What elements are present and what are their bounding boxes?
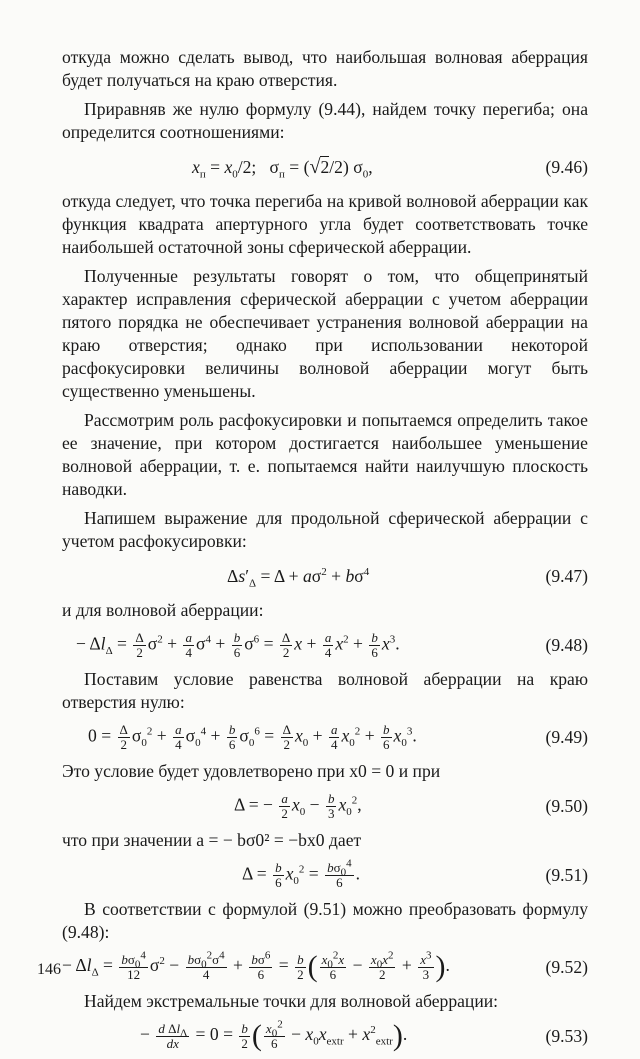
paragraph-8: Поставим условие равенства волновой аберрации на краю отверстия нулю: [62, 669, 588, 712]
paragraph-7: и для волновой аберрации: [62, 600, 264, 620]
equation-9-48: − $\Delta l_\Delta$ = $\frac{\Delta}{2}$ $\sigma^2$ + $\frac{a}{4}$ $\sigma^4$ + $\frac{b}{6}$ $\sigma^6$ = $\frac{\Delta}{2}$ x + $\frac{a}{4}$ $x^2$ + $\frac{b}{6}$ $x^3$. (9.48) [62, 625, 588, 665]
equation-9-46: $x_п = x_0/2$; $\sigma_п = (√2/2)$ $\sigma_0$, (9.46) [62, 147, 588, 187]
equation-9-52: − $\Delta l_\Delta$ = $\frac{b\sigma_0^4}{12}$ $\sigma^2$ − $\frac{b\sigma_0^2\sigma^4}{4}$ + $\frac{b\sigma^6}{6}$ = $\frac{b}{2}$ ( $\frac{x_0^2x}{6}$ − $\frac{x_0x^2}{2}$ + $\frac{x^3}{3}$ ). (9.52) [62, 947, 588, 987]
page-number: 146 [37, 961, 61, 978]
paragraph-2: Приравняв же нулю формулу (9.44), найдем точку перегиба; она определится соотношениями: [62, 99, 588, 142]
paragraph-4: Полученные результаты говорят о том, что общепринятый характер исправления сферической аберрации с учетом аберрации пятого порядка не обеспечивает устранения волновой аберрации на краю отверстия; однако при использовании некоторой расфокусировки величины волновой аберрации могут быть существенно уменьшены. [62, 266, 588, 401]
text-column [62, 46, 588, 1059]
equation-number: (9.48) [545, 634, 588, 655]
equation-number: (9.50) [545, 795, 588, 816]
equation-number: (9.53) [545, 1025, 588, 1046]
equation-9-53: − $\frac{d \Delta l_\Delta}{dx}$ = 0 = $\frac{b}{2}$ ( $\frac{x_0^2}{6}$ − $x_0x_{extr} + x^2_{extr}$). (9.53) [62, 1016, 588, 1056]
equation-number: (9.52) [545, 956, 588, 977]
paragraph-11: В соответствии с формулой (9.51) можно преобразовать формулу (9.48): [62, 899, 588, 942]
equation-9-50: Δ = − $\frac{a}{2}$ $x_0$ − $\frac{b}{3}$ $x_0^2$, (9.50) [62, 786, 588, 826]
equation-number: (9.46) [545, 156, 588, 177]
paragraph-5: Рассмотрим роль расфокусировки и попытаемся определить такое ее значение, при котором достигается наибольшее уменьшение волновой аберрации, т. е. попытаемся найти наилучшую плоскость наводки. [62, 410, 588, 499]
paragraph-10: что при значении a = − bσ0² = −bx0 дает [62, 830, 362, 850]
equation-9-47: $\Delta s'_\Delta = \Delta + a\sigma^2 + b\sigma^4$ (9.47) [62, 556, 588, 596]
paragraph-1: откуда можно сделать вывод, что наибольшая волновая аберрация будет получаться на краю отверстия. [62, 47, 588, 90]
equation-9-49: 0 = $\frac{\Delta}{2}$ $\sigma_0^2$ + $\frac{a}{4}$ $\sigma_0^4$ + $\frac{b}{6}$ $\sigma_0^6$ = $\frac{\Delta}{2}$ $x_0$ + $\frac{a}{4}$ $x_0^2$ + $\frac{b}{6}$ $x_0^3$. (9.49) [62, 717, 588, 757]
paragraph-12: Найдем экстремальные точки для волновой аберрации: [84, 991, 499, 1011]
equation-9-51: Δ = $\frac{b}{6}$ $x_0^2$ = $\frac{b\sigma_0^4}{6}$ . (9.51) [62, 855, 588, 895]
paragraph-9: Это условие будет удовлетворено при x0 = 0 и при [62, 761, 441, 781]
paragraph-3: откуда следует, что точка перегиба на кривой волновой аберрации как функция квадрата апертурного угла будет соответствовать точке наибольшей остаточной зоны сферической аберрации. [62, 191, 588, 257]
equation-number: (9.47) [545, 565, 588, 586]
equation-number: (9.49) [545, 726, 588, 747]
paragraph-6: Напишем выражение для продольной сферической аберрации с учетом расфокусировки: [62, 508, 588, 551]
equation-number: (9.51) [545, 864, 588, 885]
